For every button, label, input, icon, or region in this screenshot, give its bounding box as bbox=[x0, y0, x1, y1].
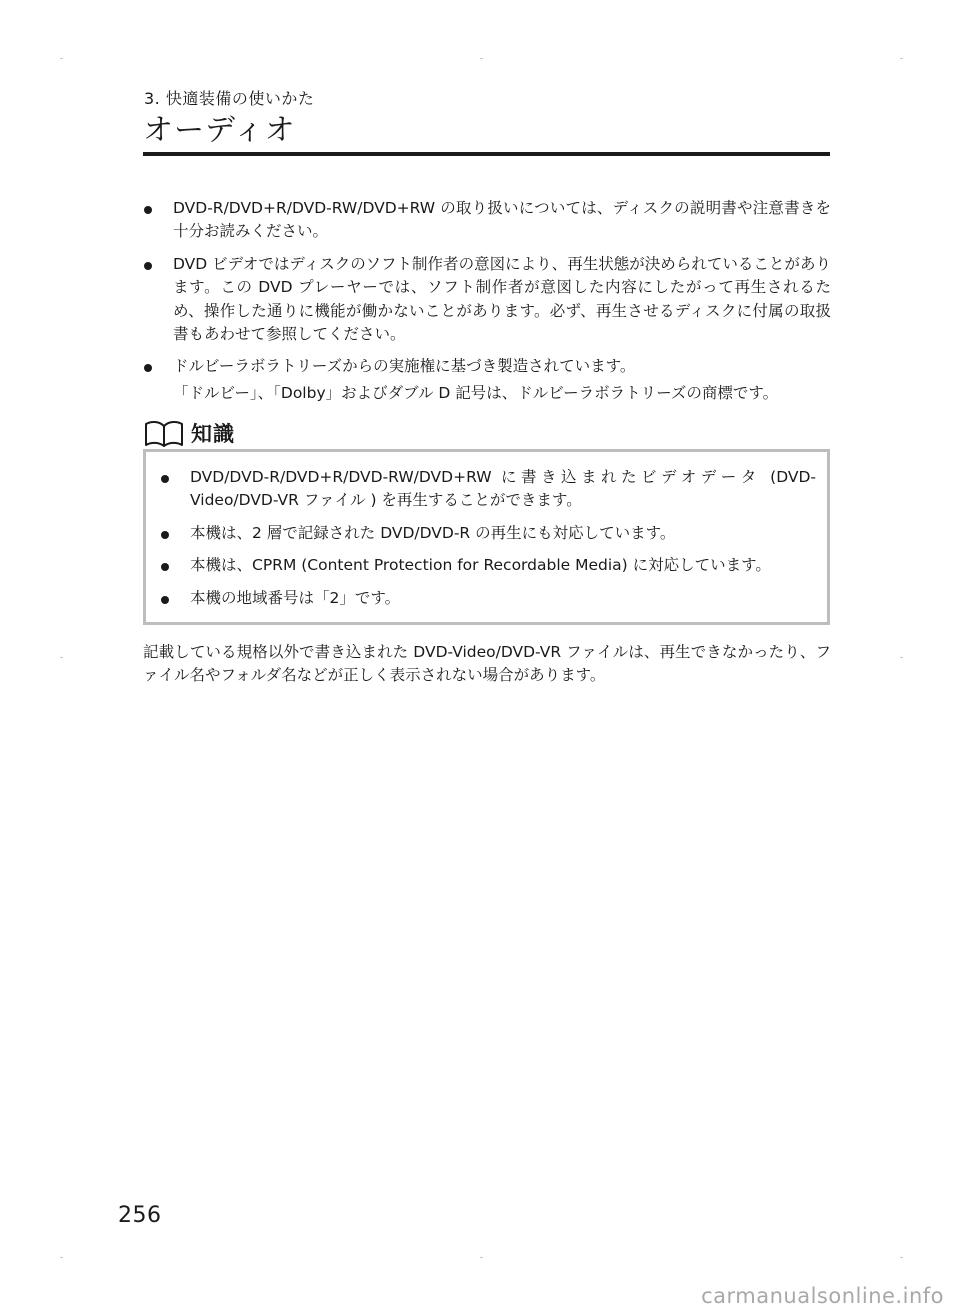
knowledge-title: 知識 bbox=[191, 422, 235, 446]
note-text: ドルビーラボラトリーズからの実施権に基づき製造されています。 bbox=[173, 357, 636, 376]
page-number: 256 bbox=[118, 1203, 162, 1228]
list-item bbox=[143, 355, 831, 405]
crop-mark bbox=[900, 1257, 903, 1258]
crop-mark bbox=[480, 58, 483, 59]
list-item bbox=[160, 522, 816, 545]
format-note: 記載している規格以外で書き込まれた DVD-Video/DVD-VR ファイルは、再生できなかったり、ファイル名やフォルダ名などが正しく表示されない場合があります。 bbox=[143, 643, 831, 685]
crop-mark bbox=[60, 1257, 63, 1258]
list-item bbox=[160, 587, 816, 610]
bullet-icon bbox=[144, 262, 152, 270]
bullet-icon bbox=[161, 563, 169, 571]
note-text: DVD-R/DVD+R/DVD-RW/DVD+RW の取り扱いについては、ディスクの説明書や注意書きを十分お読みください。 bbox=[173, 199, 831, 241]
note-text: DVD ビデオではディスクのソフト制作者の意図により、再生状態が決められていることがあります。この DVD プレーヤーでは、ソフト制作者が意図した内容にしたがって再生されるため、操作した通りに機能が働かないことがあります。必ず、再生させるディスクに付属の取扱書もあわせて参照してください。 bbox=[173, 254, 831, 344]
bullet-icon bbox=[161, 596, 169, 604]
knowledge-text: 本機は、2 層で記録された DVD/DVD-R の再生にも対応しています。 bbox=[190, 523, 676, 542]
list-item bbox=[160, 466, 816, 513]
knowledge-text: 本機は、CPRM (Content Protection for Recordable Media) に対応しています。 bbox=[190, 556, 771, 575]
notes-list bbox=[143, 197, 831, 414]
watermark: carmanualsonline.info bbox=[701, 1284, 944, 1308]
knowledge-text: DVD/DVD-R/DVD+R/DVD-RW/DVD+RW に書き込まれたビデオデータ (DVD-Video/DVD-VR ファイル ) を再生することができます。 bbox=[190, 468, 816, 510]
note-subtext: 「ドルビー」、「Dolby」およびダブル D 記号は、ドルビーラボラトリーズの商標です。 bbox=[173, 383, 779, 402]
crop-mark bbox=[480, 1257, 483, 1258]
crop-mark bbox=[60, 58, 63, 59]
knowledge-box bbox=[143, 449, 830, 625]
crop-mark bbox=[60, 657, 63, 658]
title-divider bbox=[143, 152, 830, 156]
knowledge-heading bbox=[143, 418, 235, 450]
list-item bbox=[160, 554, 816, 577]
open-book-icon bbox=[143, 420, 185, 448]
bullet-icon bbox=[144, 206, 152, 214]
knowledge-list bbox=[160, 466, 816, 619]
bullet-icon bbox=[161, 531, 169, 539]
crop-mark bbox=[900, 58, 903, 59]
knowledge-text: 本機の地域番号は「2」です。 bbox=[190, 588, 401, 607]
page-title: オーディオ bbox=[143, 113, 296, 148]
crop-mark bbox=[900, 657, 903, 658]
bullet-icon bbox=[144, 364, 152, 372]
bullet-icon bbox=[161, 475, 169, 483]
chapter-heading: 3. 快適装備の使いかた bbox=[144, 89, 315, 108]
list-item bbox=[143, 197, 831, 244]
list-item bbox=[143, 253, 831, 347]
